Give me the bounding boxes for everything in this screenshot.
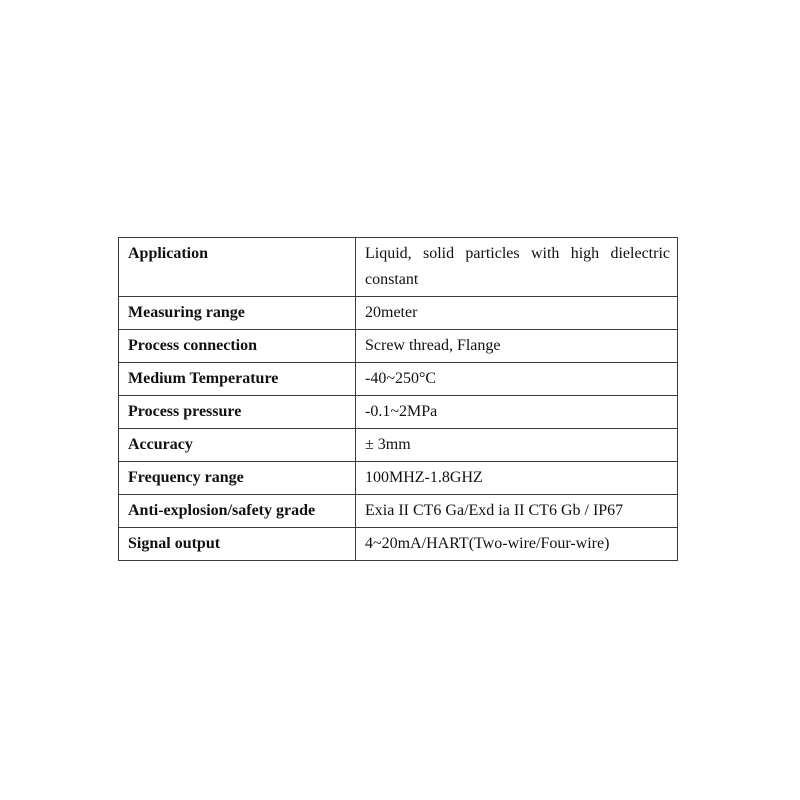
- spec-value: -0.1~2MPa: [356, 396, 678, 429]
- table-row: [119, 238, 678, 297]
- table-row: [119, 297, 678, 330]
- spec-label: Process pressure: [119, 396, 356, 429]
- spec-value: 20meter: [356, 297, 678, 330]
- table-row: [119, 495, 678, 528]
- spec-value: -40~250°C: [356, 363, 678, 396]
- spec-label: Measuring range: [119, 297, 356, 330]
- spec-label: Accuracy: [119, 429, 356, 462]
- table-row: [119, 462, 678, 495]
- spec-label: Frequency range: [119, 462, 356, 495]
- spec-label: Medium Temperature: [119, 363, 356, 396]
- table-row: [119, 528, 678, 561]
- spec-label: Process connection: [119, 330, 356, 363]
- spec-value: 100MHZ-1.8GHZ: [356, 462, 678, 495]
- table-row: [119, 429, 678, 462]
- spec-value: Exia II CT6 Ga/Exd ia II CT6 Gb / IP67: [356, 495, 678, 528]
- spec-label: Signal output: [119, 528, 356, 561]
- spec-value: Screw thread, Flange: [356, 330, 678, 363]
- table-row: [119, 330, 678, 363]
- spec-label: Application: [119, 238, 356, 297]
- table-row: [119, 363, 678, 396]
- spec-label: Anti-explosion/safety grade: [119, 495, 356, 528]
- table-row: [119, 396, 678, 429]
- spec-value: ± 3mm: [356, 429, 678, 462]
- spec-value: Liquid, solid particles with high dielectric constant: [356, 238, 678, 297]
- specification-table: [118, 237, 678, 561]
- spec-value: 4~20mA/HART(Two-wire/Four-wire): [356, 528, 678, 561]
